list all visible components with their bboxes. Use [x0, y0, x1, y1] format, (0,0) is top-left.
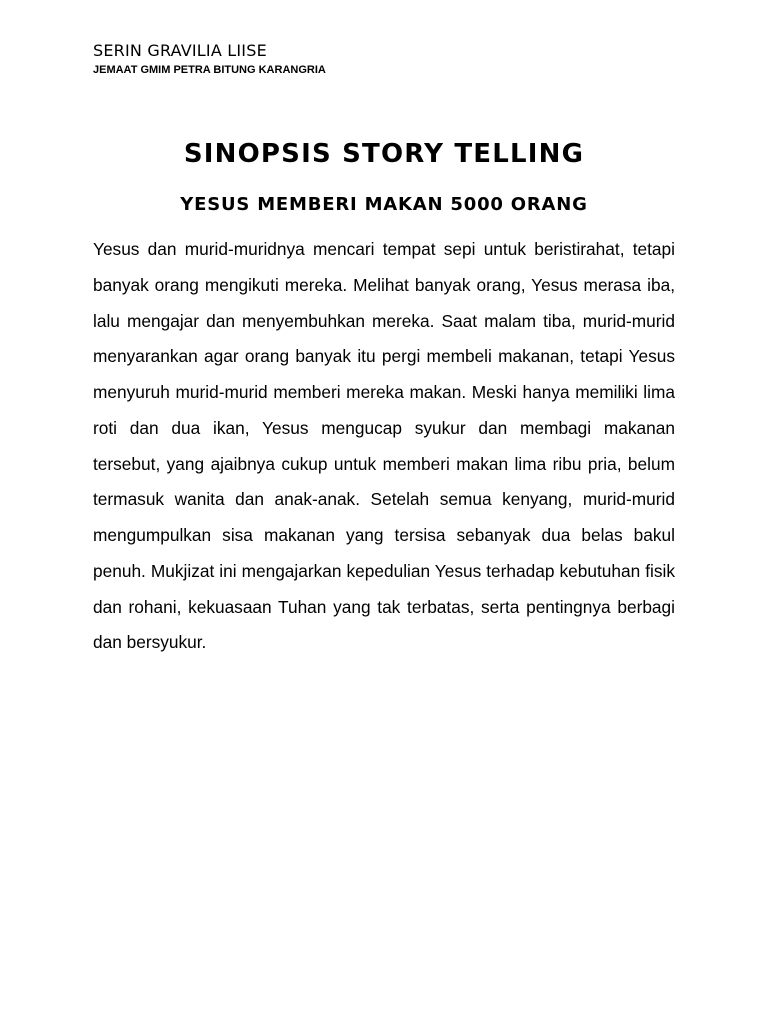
page-subtitle: YESUS MEMBERI MAKAN 5000 ORANG — [180, 194, 588, 215]
page-title: SINOPSIS STORY TELLING — [183, 139, 585, 169]
author-church: JEMAAT GMIM PETRA BITUNG KARANGRIA — [93, 64, 326, 76]
synopsis-paragraph: Yesus dan murid-muridnya mencari tempat sepi untuk beristirahat, tetapi banyak orang mengikuti mereka. Melihat banyak orang, Yesus merasa iba, lalu mengajar dan menyembuhkan mereka. Saat malam tiba, murid-murid menyarankan agar orang banyak itu pergi membeli makanan, tetapi Yesus menyuruh murid-murid memberi mereka makan. Meski hanya memiliki lima roti dan dua ikan, Yesus mengucap syukur dan membagi makanan tersebut, yang ajaibnya cukup untuk memberi makan lima ribu pria, belum termasuk wanita dan anak-anak. Setelah semua kenyang, murid-murid mengumpulkan sisa makanan yang tersisa sebanyak dua belas bakul penuh. Mukjizat ini mengajarkan kepedulian Yesus terhadap kebutuhan fisik dan rohani, kekuasaan Tuhan yang tak terbatas, serta pentingnya berbagi dan bersyukur. — [93, 239, 675, 653]
author-name: SERIN GRAVILIA LIISE — [93, 41, 267, 60]
